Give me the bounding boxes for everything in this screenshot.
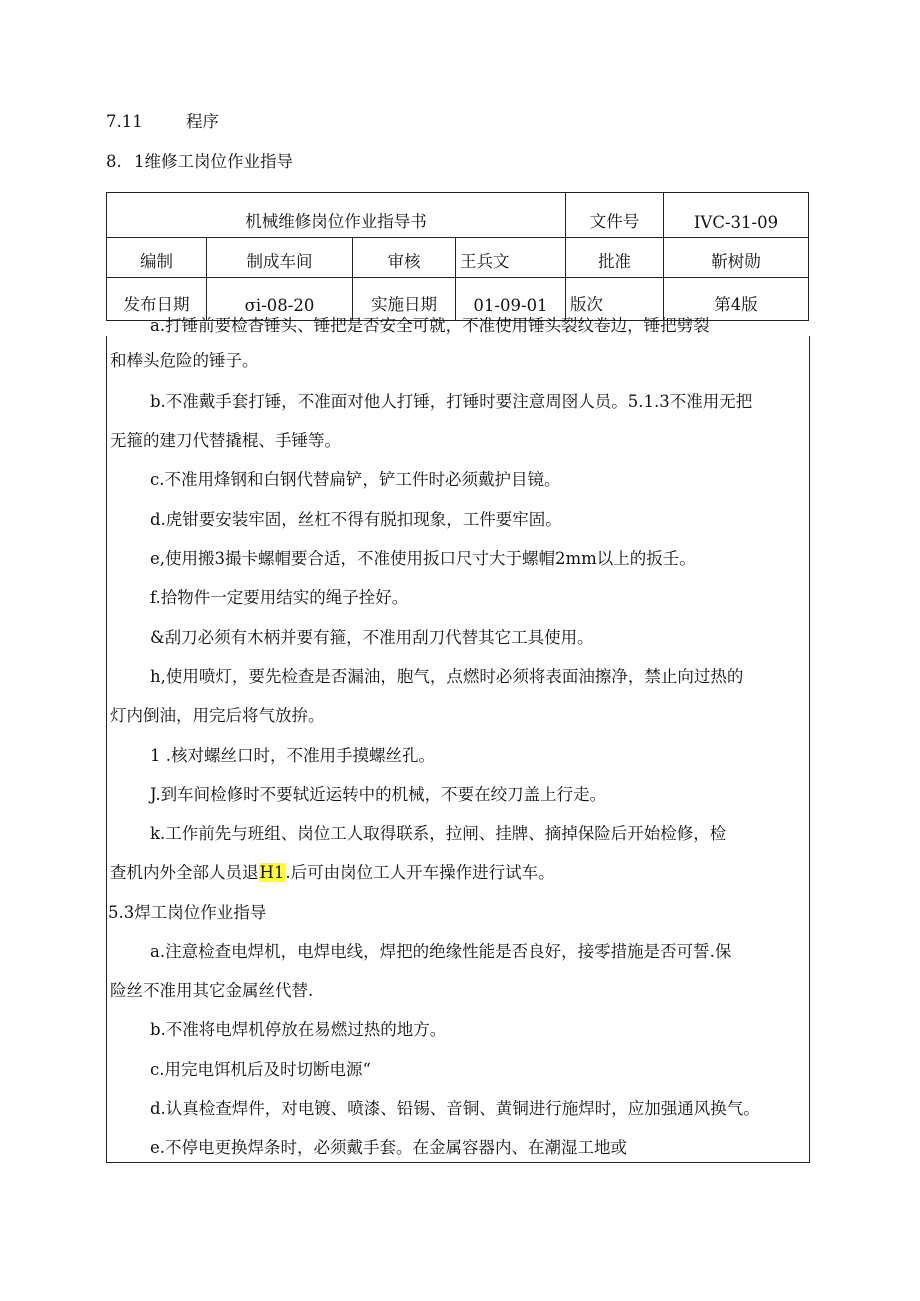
prepared-label: 编制 xyxy=(107,238,207,278)
table-row xyxy=(107,278,809,321)
welding-a-line2: 险丝不准用其它金属丝代替. xyxy=(110,981,314,1000)
issue-date-label: 发布日期 xyxy=(107,278,207,321)
doc-no-value: IVC-31-09 xyxy=(664,193,809,238)
section-number: 8. xyxy=(106,152,122,171)
paragraph-k-line2 xyxy=(110,865,555,882)
paragraph-g: &刮刀必须有木柄并要有箍，不准用刮刀代替其它工具使用。 xyxy=(150,628,594,647)
welding-c: c.用完电饵机后及时切断电源“ xyxy=(150,1060,371,1079)
impl-date-value: 01-09-01 xyxy=(456,278,566,321)
section-title: 1维修工岗位作业指导 xyxy=(134,152,293,171)
paragraph-h-line2: 灯内倒油，用完后将气放拚。 xyxy=(110,706,325,725)
version-label: 版次 xyxy=(566,278,664,321)
welding-e: e.不停电更换焊条时，必须戴手套。在金属容器内、在潮湿工地或 xyxy=(150,1138,628,1157)
paragraph-a-line2: 和棒头危险的锤子。 xyxy=(110,351,259,370)
table-row xyxy=(107,238,809,278)
welding-b: b.不准将电焊机停放在易燃过热的地方。 xyxy=(150,1020,447,1039)
prepared-value: 制成车间 xyxy=(207,238,353,278)
paragraph-c: c.不准用烽钢和白钢代替扁铲，铲工件时必须戴护目镜。 xyxy=(150,470,561,489)
section-heading-8-1 xyxy=(106,154,293,171)
issue-date-value: σi-08-20 xyxy=(207,278,353,321)
section-number: 7.11 xyxy=(106,112,143,131)
welding-d: d.认真检查焊件，对电镀、喷漆、铅锡、音铜、黄铜进行施焊时，应加强通风换气。 xyxy=(150,1099,760,1118)
paragraph-f: f.拾物件一定要用结实的绳子拴好。 xyxy=(150,588,409,607)
section-heading-5-3: 5.3焊工岗位作业指导 xyxy=(108,903,267,922)
paragraph-e: e,使用搬3撮卡螺帽要合适，不准使用扳口尺寸大于螺帽2mm以上的扳壬。 xyxy=(150,549,696,568)
approve-value: 靳树勋 xyxy=(664,238,809,278)
section-title: 程序 xyxy=(186,112,219,131)
version-value: 第4版 xyxy=(664,278,809,321)
doc-no-label: 文件号 xyxy=(566,193,664,238)
paragraph-j: J.到车间检修时不要轼近运转中的机械，不要在绞刀盖上行走。 xyxy=(150,785,607,804)
paragraph-b-line2: 无箍的建刀代替撬棍、手锤等。 xyxy=(110,431,341,450)
impl-date-label: 实施日期 xyxy=(353,278,456,321)
paragraph-a-line1: a.打锤前要检杳锤头、锤把是否安全可就，不准使用锤头裂纹卷边，锤把劈裂 xyxy=(150,316,710,335)
paragraph-b-line1: b.不准戴手套打锤，不准面对他人打锤，打锤时要注意周囹人员。5.1.3不准用无把 xyxy=(150,392,753,411)
welding-a-line1: a.注意检查电焊机，电焊电线，焊把的绝缘性能是否良好，接零措施是否可誓.保 xyxy=(150,942,732,961)
table-title: 机械维修岗位作业指导书 xyxy=(107,193,566,238)
paragraph-h-line1: h,使用喷灯，要先检查是否漏油，胞气，点燃时必须将表面油擦净，禁止向过热的 xyxy=(150,667,744,686)
review-value: 王兵文 xyxy=(456,238,566,278)
paragraph-k-line2-start: 查机内外全部人员退 xyxy=(110,863,259,882)
approve-label: 批准 xyxy=(566,238,664,278)
paragraph-d: d.虎钳要安装牢固，丝杠不得有脱扣现象，工件要牢固。 xyxy=(150,510,562,529)
highlighted-text: H1 xyxy=(259,863,285,882)
paragraph-i: 1 .核对螺丝口时，不准用手摸螺丝孔。 xyxy=(150,746,435,765)
table-row xyxy=(107,193,809,238)
review-label: 审核 xyxy=(353,238,456,278)
paragraph-k-line1: k.工作前先与班组、岗位工人取得联系，拉闸、挂牌、摘掉保险后开始检修，检 xyxy=(150,824,727,843)
paragraph-k-line2-end: .后可由岗位工人开车操作进行试车。 xyxy=(285,863,555,882)
section-heading-7-11 xyxy=(106,114,219,131)
instruction-info-table xyxy=(106,192,809,321)
